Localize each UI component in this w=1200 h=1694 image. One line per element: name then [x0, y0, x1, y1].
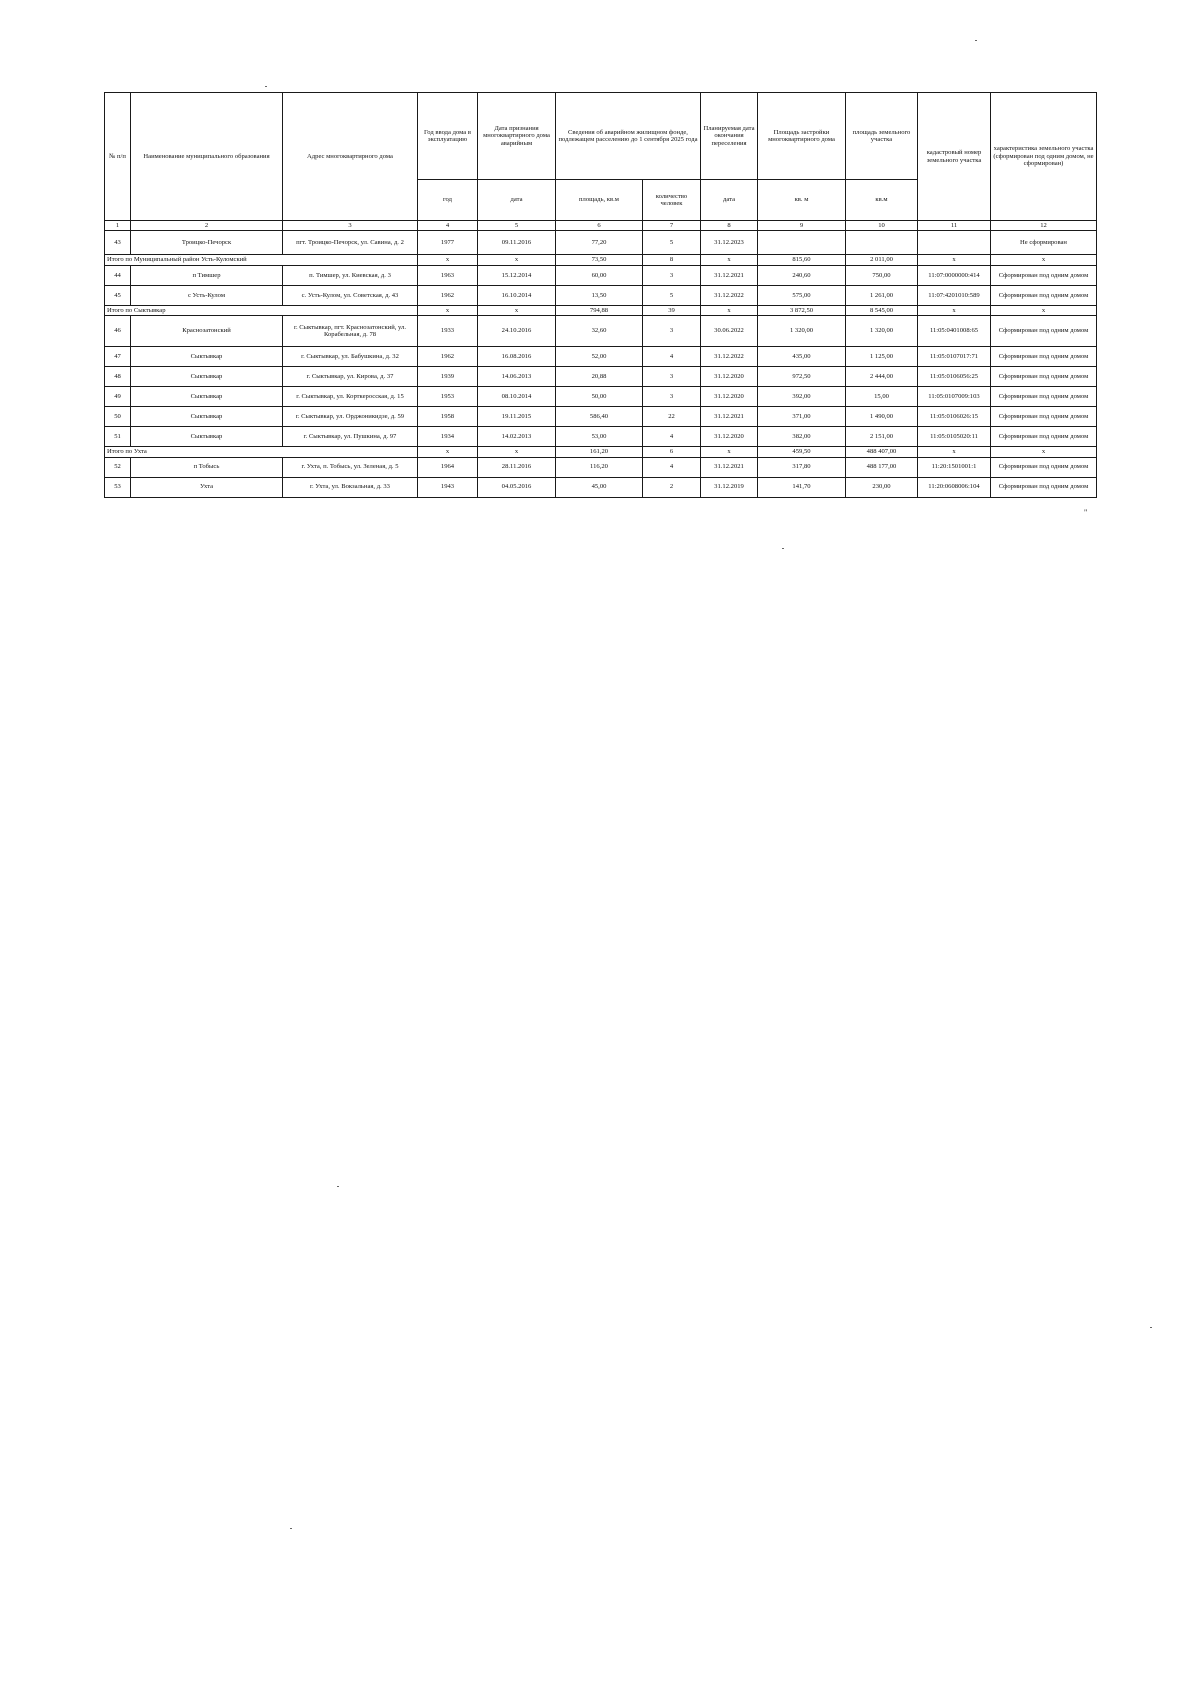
subheader-year: год: [418, 180, 478, 221]
cell-characteristic: Сформирован под одним домом: [991, 477, 1097, 497]
header-num: № п/п: [105, 93, 131, 221]
cell-planned-date: 31.12.2020: [701, 387, 758, 407]
cell-planned-date: 31.12.2022: [701, 285, 758, 305]
cell-cadastral: 11:20:0608006:104: [918, 477, 991, 497]
cell-year: 1933: [418, 316, 478, 347]
table-row: [105, 457, 1097, 477]
header-cadastral: кадастровый номер земельного участка: [918, 93, 991, 221]
total-people: 39: [643, 305, 701, 315]
cell-year: 1953: [418, 387, 478, 407]
cell-land-area: 230,00: [846, 477, 918, 497]
header-year: Год ввода дома в эксплуатацию: [418, 93, 478, 180]
cell-num: 53: [105, 477, 131, 497]
cell-area: 32,60: [556, 316, 643, 347]
table-row: [105, 316, 1097, 347]
cell-land-area: 750,00: [846, 265, 918, 285]
cell-num: 43: [105, 231, 131, 255]
cell-num: 48: [105, 367, 131, 387]
cell-land-area: 1 320,00: [846, 316, 918, 347]
table-row: [105, 231, 1097, 255]
cell-address: с. Усть-Кулом, ул. Советская, д. 43: [283, 285, 418, 305]
cell-year: 1958: [418, 407, 478, 427]
cell-area: 60,00: [556, 265, 643, 285]
cell-date-recognized: 09.11.2016: [478, 231, 556, 255]
cell-cadastral: 11:05:0106026:15: [918, 407, 991, 427]
subheader-date: дата: [478, 180, 556, 221]
cell-cadastral: 11:05:0401008:65: [918, 316, 991, 347]
subheader-build-unit: кв. м: [758, 180, 846, 221]
header-land-area: площадь земельного участка: [846, 93, 918, 180]
cell-num: 49: [105, 387, 131, 407]
cell-build-area: 141,70: [758, 477, 846, 497]
cell-land-area: 15,00: [846, 387, 918, 407]
cell-municipality: Сыктывкар: [131, 347, 283, 367]
column-number: 4: [418, 221, 478, 231]
total-area: 794,88: [556, 305, 643, 315]
cell-area: 53,00: [556, 427, 643, 447]
header-row: [105, 93, 1097, 180]
cell-characteristic: Сформирован под одним домом: [991, 347, 1097, 367]
cell-address: г. Сыктывкар, ул. Бабушкина, д. 32: [283, 347, 418, 367]
cell-address: пгт. Троицко-Печорск, ул. Савина, д. 2: [283, 231, 418, 255]
total-build-area: 459,50: [758, 447, 846, 457]
header-characteristic: характеристика земельного участка (сформирован под одним домом, не сформирован): [991, 93, 1097, 221]
column-number: 5: [478, 221, 556, 231]
cell-people: 4: [643, 427, 701, 447]
cell-date-recognized: 16.10.2014: [478, 285, 556, 305]
cell-cadastral: 11:05:0107017:71: [918, 347, 991, 367]
total-planned-date: x: [701, 255, 758, 265]
cell-address: г. Сыктывкар, ул. Пушкина, д. 97: [283, 427, 418, 447]
cell-year: 1962: [418, 347, 478, 367]
cell-land-area: 1 261,00: [846, 285, 918, 305]
table-row: [105, 347, 1097, 367]
subtotal-label: Итого по Ухта: [105, 447, 418, 457]
cell-address: г. Сыктывкар, ул. Орджоникидзе, д. 59: [283, 407, 418, 427]
scan-speck: [975, 40, 977, 41]
cell-planned-date: 31.12.2019: [701, 477, 758, 497]
total-date: x: [478, 255, 556, 265]
cell-area: 13,50: [556, 285, 643, 305]
cell-year: 1964: [418, 457, 478, 477]
cell-date-recognized: 24.10.2016: [478, 316, 556, 347]
cell-date-recognized: 14.06.2013: [478, 367, 556, 387]
cell-people: 3: [643, 316, 701, 347]
total-date: x: [478, 305, 556, 315]
header-date-recognized: Дата признания многоквартирного дома аварийным: [478, 93, 556, 180]
cell-build-area: 371,00: [758, 407, 846, 427]
scan-speck: [1150, 1327, 1152, 1328]
cell-land-area: 2 444,00: [846, 367, 918, 387]
cell-people: 4: [643, 347, 701, 367]
cell-address: г. Ухта, ул. Вокзальная, д. 33: [283, 477, 418, 497]
cell-date-recognized: 28.11.2016: [478, 457, 556, 477]
table-row: [105, 367, 1097, 387]
cell-planned-date: 30.06.2022: [701, 316, 758, 347]
column-number: 12: [991, 221, 1097, 231]
cell-date-recognized: 19.11.2015: [478, 407, 556, 427]
cell-area: 20,88: [556, 367, 643, 387]
cell-year: 1962: [418, 285, 478, 305]
scan-speck: [337, 1186, 339, 1187]
housing-register-table: [104, 92, 1097, 498]
scan-speck: [782, 548, 784, 549]
cell-cadastral: 11:05:0107009:103: [918, 387, 991, 407]
cell-characteristic: Сформирован под одним домом: [991, 285, 1097, 305]
column-numbers-row: [105, 221, 1097, 231]
cell-characteristic: Сформирован под одним домом: [991, 407, 1097, 427]
cell-address: г. Сыктывкар, ул. Кирова, д. 37: [283, 367, 418, 387]
cell-address: г. Сыктывкар, ул. Корткеросская, д. 15: [283, 387, 418, 407]
cell-people: 4: [643, 457, 701, 477]
column-number: 10: [846, 221, 918, 231]
subheader-area: площадь, кв.м: [556, 180, 643, 221]
cell-address: г. Сыктывкар, пгт. Краснозатонский, ул. Корабельная, д. 78: [283, 316, 418, 347]
cell-people: 3: [643, 265, 701, 285]
cell-num: 52: [105, 457, 131, 477]
column-number: 1: [105, 221, 131, 231]
total-cadastral: x: [918, 255, 991, 265]
cell-num: 50: [105, 407, 131, 427]
cell-year: 1934: [418, 427, 478, 447]
cell-municipality: Сыктывкар: [131, 427, 283, 447]
total-area: 73,50: [556, 255, 643, 265]
cell-municipality: Сыктывкар: [131, 367, 283, 387]
cell-municipality: Сыктывкар: [131, 407, 283, 427]
cell-year: 1977: [418, 231, 478, 255]
column-number: 8: [701, 221, 758, 231]
table-row: [105, 427, 1097, 447]
cell-area: 50,00: [556, 387, 643, 407]
cell-num: 51: [105, 427, 131, 447]
cell-characteristic: Сформирован под одним домом: [991, 457, 1097, 477]
cell-characteristic: Сформирован под одним домом: [991, 367, 1097, 387]
cell-land-area: 1 125,00: [846, 347, 918, 367]
subheader-planned-date: дата: [701, 180, 758, 221]
total-build-area: 3 872,50: [758, 305, 846, 315]
cell-area: 116,20: [556, 457, 643, 477]
cell-municipality: Троицко-Печорск: [131, 231, 283, 255]
cell-cadastral: 11:07:4201010:589: [918, 285, 991, 305]
total-characteristic: x: [991, 447, 1097, 457]
scan-speck: [290, 1528, 292, 1529]
cell-planned-date: 31.12.2020: [701, 427, 758, 447]
cell-num: 45: [105, 285, 131, 305]
cell-people: 5: [643, 285, 701, 305]
cell-municipality: Ухта: [131, 477, 283, 497]
total-year: x: [418, 305, 478, 315]
cell-date-recognized: 04.05.2016: [478, 477, 556, 497]
cell-build-area: 972,50: [758, 367, 846, 387]
header-municipality: Наименование муниципального образования: [131, 93, 283, 221]
cell-land-area: [846, 231, 918, 255]
subtotal-row: [105, 255, 1097, 265]
cell-build-area: 392,00: [758, 387, 846, 407]
header-build-area: Площадь застройки многоквартирного дома: [758, 93, 846, 180]
cell-date-recognized: 15.12.2014: [478, 265, 556, 285]
subtotal-label: Итого по Сыктывкар: [105, 305, 418, 315]
cell-people: 2: [643, 477, 701, 497]
header-planned-date: Планируемая дата окончания переселения: [701, 93, 758, 180]
cell-municipality: п Тимшер: [131, 265, 283, 285]
cell-municipality: с Усть-Кулом: [131, 285, 283, 305]
cell-area: 52,00: [556, 347, 643, 367]
table-row: [105, 407, 1097, 427]
cell-characteristic: Сформирован под одним домом: [991, 427, 1097, 447]
cell-address: п. Тимшер, ул. Киевская, д. 3: [283, 265, 418, 285]
cell-planned-date: 31.12.2022: [701, 347, 758, 367]
column-number: 9: [758, 221, 846, 231]
total-land-area: 488 407,00: [846, 447, 918, 457]
cell-build-area: 317,80: [758, 457, 846, 477]
cell-cadastral: 11:20:1501001:1: [918, 457, 991, 477]
total-cadastral: x: [918, 447, 991, 457]
cell-num: 44: [105, 265, 131, 285]
cell-people: 5: [643, 231, 701, 255]
cell-cadastral: [918, 231, 991, 255]
cell-planned-date: 31.12.2020: [701, 367, 758, 387]
cell-characteristic: Не сформирован: [991, 231, 1097, 255]
cell-area: 586,40: [556, 407, 643, 427]
cell-characteristic: Сформирован под одним домом: [991, 316, 1097, 347]
subtotal-label: Итого по Муниципальный район Усть-Куломский: [105, 255, 418, 265]
total-people: 8: [643, 255, 701, 265]
column-number: 11: [918, 221, 991, 231]
cell-area: 45,00: [556, 477, 643, 497]
subtotal-row: [105, 447, 1097, 457]
cell-build-area: [758, 231, 846, 255]
table-row: [105, 387, 1097, 407]
cell-date-recognized: 16.08.2016: [478, 347, 556, 367]
header-emergency-fund: Сведения об аварийном жилищном фонде, подлежащем расселению до 1 сентября 2025 года: [556, 93, 701, 180]
cell-characteristic: Сформирован под одним домом: [991, 387, 1097, 407]
cell-date-recognized: 08.10.2014: [478, 387, 556, 407]
total-characteristic: x: [991, 305, 1097, 315]
scan-speck: [265, 86, 267, 87]
cell-num: 47: [105, 347, 131, 367]
total-people: 6: [643, 447, 701, 457]
cell-cadastral: 11:05:0105020:11: [918, 427, 991, 447]
cell-land-area: 2 151,00: [846, 427, 918, 447]
total-build-area: 815,60: [758, 255, 846, 265]
cell-people: 3: [643, 387, 701, 407]
total-characteristic: x: [991, 255, 1097, 265]
total-year: x: [418, 447, 478, 457]
cell-planned-date: 31.12.2021: [701, 457, 758, 477]
subtotal-row: [105, 305, 1097, 315]
total-area: 161,20: [556, 447, 643, 457]
cell-build-area: 240,60: [758, 265, 846, 285]
closing-quote-mark: ": [1084, 508, 1088, 517]
total-cadastral: x: [918, 305, 991, 315]
column-number: 6: [556, 221, 643, 231]
column-number: 3: [283, 221, 418, 231]
cell-year: 1963: [418, 265, 478, 285]
column-number: 7: [643, 221, 701, 231]
cell-land-area: 488 177,00: [846, 457, 918, 477]
cell-people: 3: [643, 367, 701, 387]
total-planned-date: x: [701, 305, 758, 315]
cell-planned-date: 31.12.2021: [701, 407, 758, 427]
cell-municipality: Краснозатонский: [131, 316, 283, 347]
total-planned-date: x: [701, 447, 758, 457]
cell-area: 77,20: [556, 231, 643, 255]
header-address: Адрес многоквартирного дома: [283, 93, 418, 221]
cell-build-area: 435,00: [758, 347, 846, 367]
subheader-people: количество человек: [643, 180, 701, 221]
total-land-area: 2 011,00: [846, 255, 918, 265]
cell-build-area: 575,00: [758, 285, 846, 305]
total-date: x: [478, 447, 556, 457]
total-year: x: [418, 255, 478, 265]
cell-municipality: Сыктывкар: [131, 387, 283, 407]
cell-characteristic: Сформирован под одним домом: [991, 265, 1097, 285]
cell-cadastral: 11:05:0106056:25: [918, 367, 991, 387]
subheader-land-unit: кв.м: [846, 180, 918, 221]
cell-land-area: 1 490,00: [846, 407, 918, 427]
table-row: [105, 285, 1097, 305]
cell-date-recognized: 14.02.2013: [478, 427, 556, 447]
cell-planned-date: 31.12.2023: [701, 231, 758, 255]
table-row: [105, 265, 1097, 285]
cell-year: 1943: [418, 477, 478, 497]
cell-year: 1939: [418, 367, 478, 387]
table-row: [105, 477, 1097, 497]
column-number: 2: [131, 221, 283, 231]
cell-municipality: п Тобысь: [131, 457, 283, 477]
cell-build-area: 1 320,00: [758, 316, 846, 347]
cell-build-area: 382,00: [758, 427, 846, 447]
total-land-area: 8 545,00: [846, 305, 918, 315]
cell-num: 46: [105, 316, 131, 347]
cell-people: 22: [643, 407, 701, 427]
cell-cadastral: 11:07:0000000:414: [918, 265, 991, 285]
cell-planned-date: 31.12.2021: [701, 265, 758, 285]
cell-address: г. Ухта, п. Тобысь, ул. Зеленая, д. 5: [283, 457, 418, 477]
